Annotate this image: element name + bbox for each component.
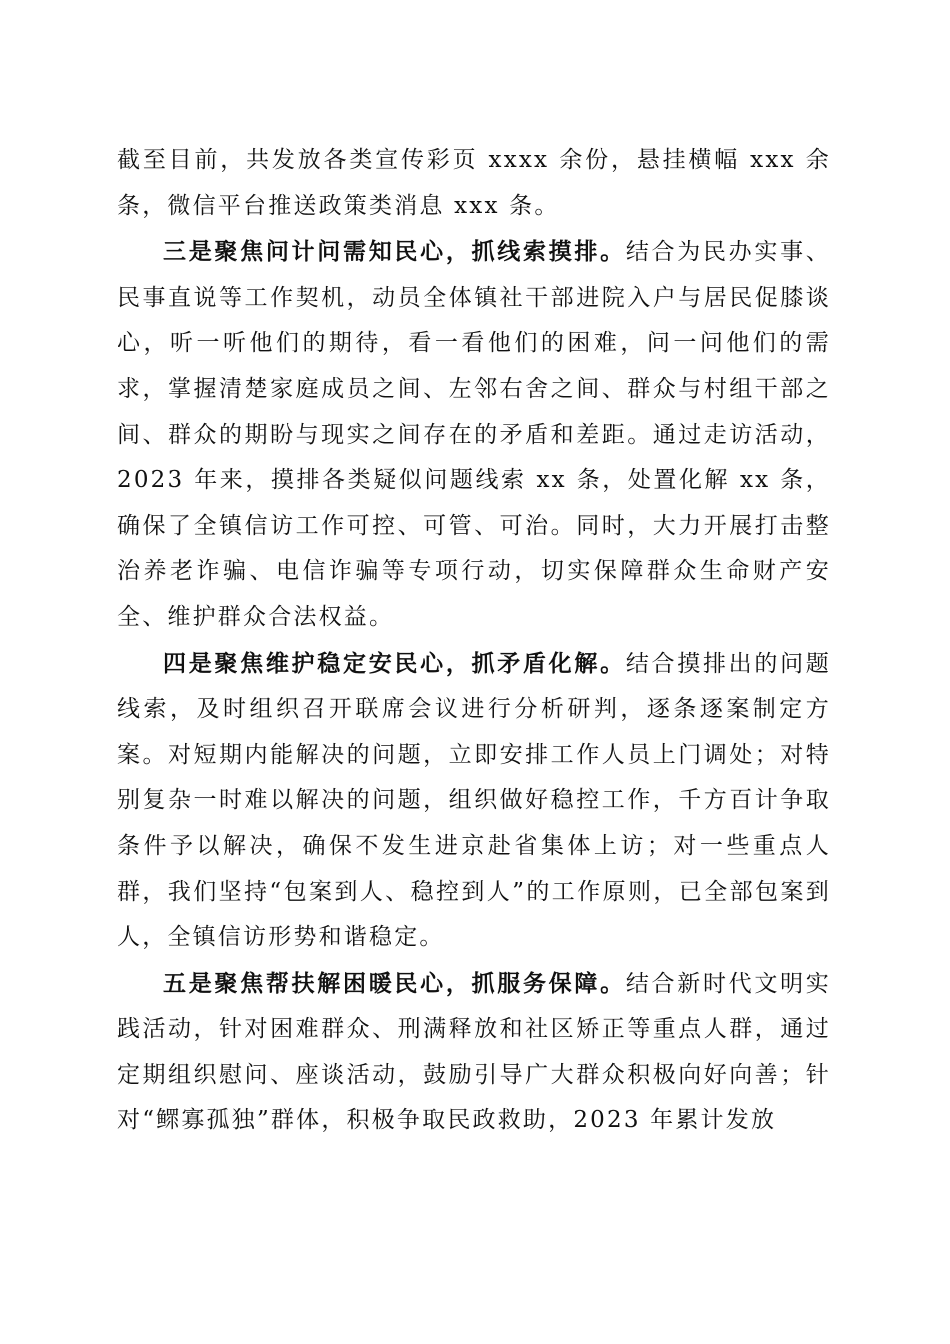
paragraph-4-lead: 五是聚焦帮扶解困暖民心，抓服务保障。 [163,969,626,997]
paragraph-1-body: 截至目前，共发放各类宣传彩页 xxxx 余份，悬挂横幅 xxx 余条，微信平台推送政策类消息 xxx 条。 [117,147,831,219]
paragraph-3 [117,641,831,961]
paragraph-3-lead: 四是聚焦维护稳定安民心，抓矛盾化解。 [163,649,626,677]
paragraph-4-body: 结合新时代文明实践活动，针对困难群众、刑满释放和社区矫正等重点人群，通过定期组织慰问、座谈活动，鼓励引导广大群众积极向好向善；针对“鳏寡孤独”群体，积极争取民政救助，2023 年累计发放 [117,970,831,1134]
paragraph-2 [117,229,831,640]
paragraph-2-body: 结合为民办实事、民事直说等工作契机，动员全体镇社干部进院入户与居民促膝谈心，听一听他们的期待，看一看他们的困难，问一问他们的需求，掌握清楚家庭成员之间、左邻右舍之间、群众与村组干部之间、群众的期盼与现实之间存在的矛盾和差距。通过走访活动，2023 年来，摸排各类疑似问题线索 xx 条，处置化解 xx 条，确保了全镇信访工作可控、可管、可治。同时，大力开展打击整治养老诈骗、电信诈骗等专项行动，切实保障群众生命财产安全、维护群众合法权益。 [117,239,831,630]
document-body [117,138,831,1144]
paragraph-4 [117,961,831,1144]
paragraph-3-body: 结合摸排出的问题线索，及时组织召开联席会议进行分析研判，逐条逐案制定方案。对短期内能解决的问题，立即安排工作人员上门调处；对特别复杂一时难以解决的问题，组织做好稳控工作，千方百计争取条件予以解决，确保不发生进京赴省集体上访；对一些重点人群，我们坚持“包案到人、稳控到人”的工作原则，已全部包案到人，全镇信访形势和谐稳定。 [117,650,831,951]
paragraph-2-lead: 三是聚焦问计问需知民心，抓线索摸排。 [163,238,626,266]
paragraph-1 [117,138,831,229]
